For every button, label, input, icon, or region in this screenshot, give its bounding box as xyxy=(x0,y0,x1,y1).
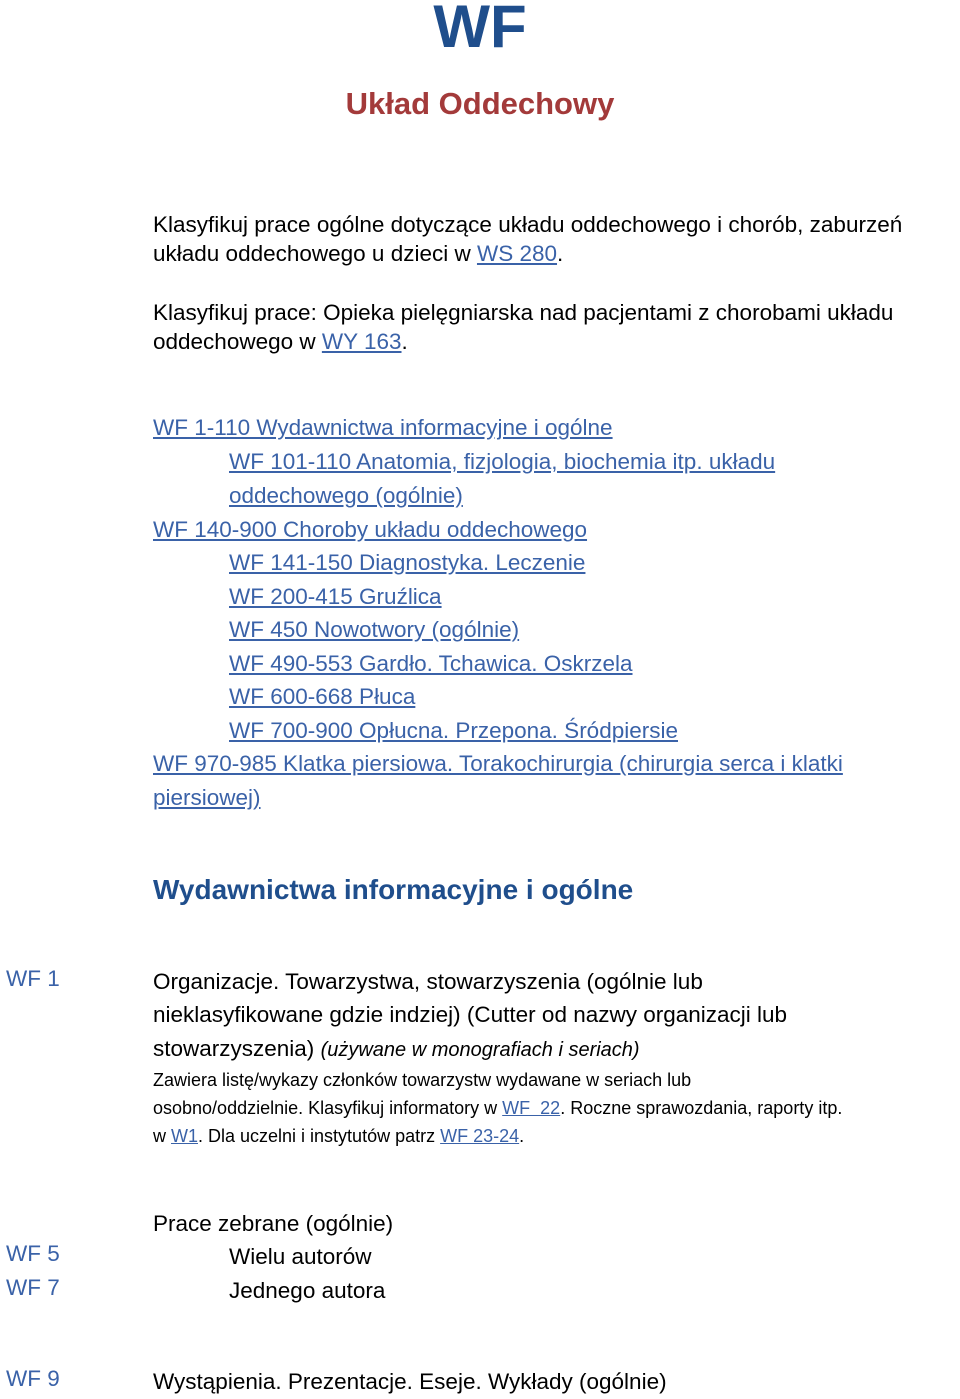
intro-punct: . xyxy=(401,329,408,354)
entry-line: Jednego autora xyxy=(229,1278,386,1303)
page-subtitle: Układ Oddechowy xyxy=(345,86,615,121)
note-text: osobno/oddzielnie. Klasyfikuj informatory w xyxy=(153,1098,503,1118)
note-text: w xyxy=(153,1126,171,1146)
toc-item[interactable]: WF 141-150 Diagnostyka. Leczenie xyxy=(229,550,586,575)
section-heading: Wydawnictwa informacyjne i ogólne xyxy=(153,874,634,905)
intro-text: Klasyfikuj prace: Opieka pielęgniarska nad pacjentami z chorobami układu oddechowego w xyxy=(153,300,894,354)
toc-item[interactable]: WF 450 Nowotwory (ogólnie) xyxy=(229,617,520,642)
intro-punct: . xyxy=(557,241,564,266)
toc-item[interactable]: WF 490-553 Gardło. Tchawica. Oskrzela xyxy=(229,651,633,676)
class-code: WF 1 xyxy=(6,966,60,991)
link-w1[interactable]: W1 xyxy=(171,1126,198,1146)
toc-item[interactable]: oddechowego (ogólnie) xyxy=(229,483,463,508)
entry-line: Wystąpienia. Prezentacje. Eseje. Wykłady (ogólnie) xyxy=(153,1369,667,1394)
toc-item[interactable]: WF 700-900 Opłucna. Przepona. Śródpiersie xyxy=(229,718,678,743)
scope-note xyxy=(153,1122,524,1150)
note-text: . Roczne sprawozdania, raporty itp. xyxy=(560,1098,843,1118)
intro-text: Klasyfikuj prace ogólne dotyczące układu oddechowego i chorób, zaburzeń układu oddechowego u dzieci w xyxy=(153,212,903,266)
intro-paragraph-1 xyxy=(153,210,943,268)
scope-note: Zawiera listę/wykazy członków towarzystw wydawane w seriach lub xyxy=(153,1070,692,1090)
class-code: WF 9 xyxy=(6,1366,60,1391)
link-wf-22[interactable]: WF 22 xyxy=(502,1098,561,1118)
intro-paragraph-2 xyxy=(153,298,943,356)
entry-text: stowarzyszenia) xyxy=(153,1036,321,1061)
toc-item[interactable]: WF 970-985 Klatka piersiowa. Torakochirurgia (chirurgia serca i klatki xyxy=(153,751,843,776)
entry-line xyxy=(153,1032,640,1068)
entry-line: Organizacje. Towarzystwa, stowarzyszenia (ogólnie lub xyxy=(153,969,703,994)
link-wf-23-24[interactable]: WF 23-24 xyxy=(440,1126,520,1146)
entry-line: nieklasyfikowane gdzie indziej) (Cutter od nazwy organizacji lub xyxy=(153,1002,788,1027)
toc-item[interactable]: WF 1-110 Wydawnictwa informacyjne i ogólne xyxy=(153,415,613,440)
link-wy-163[interactable]: WY 163 xyxy=(321,329,402,354)
class-code: WF 5 xyxy=(6,1241,60,1266)
usage-note: (używane w monografiach i seriach) xyxy=(320,1039,640,1061)
toc-item[interactable]: WF 101-110 Anatomia, fizjologia, biochemia itp. układu xyxy=(229,449,776,474)
entry-heading: Prace zebrane (ogólnie) xyxy=(153,1211,394,1236)
note-text: . Dla uczelni i instytutów patrz xyxy=(198,1126,441,1146)
note-text: . xyxy=(519,1126,525,1146)
toc-item[interactable]: WF 140-900 Choroby układu oddechowego xyxy=(153,517,588,542)
toc-item[interactable]: WF 200-415 Gruźlica xyxy=(229,584,442,609)
toc-item[interactable]: WF 600-668 Płuca xyxy=(229,684,416,709)
link-ws-280[interactable]: WS 280 xyxy=(476,241,558,266)
toc-item[interactable]: piersiowej) xyxy=(153,785,261,810)
page-title: WF xyxy=(433,0,527,60)
entry-line: Wielu autorów xyxy=(229,1244,372,1269)
scope-note xyxy=(153,1094,842,1122)
class-code: WF 7 xyxy=(6,1275,60,1300)
